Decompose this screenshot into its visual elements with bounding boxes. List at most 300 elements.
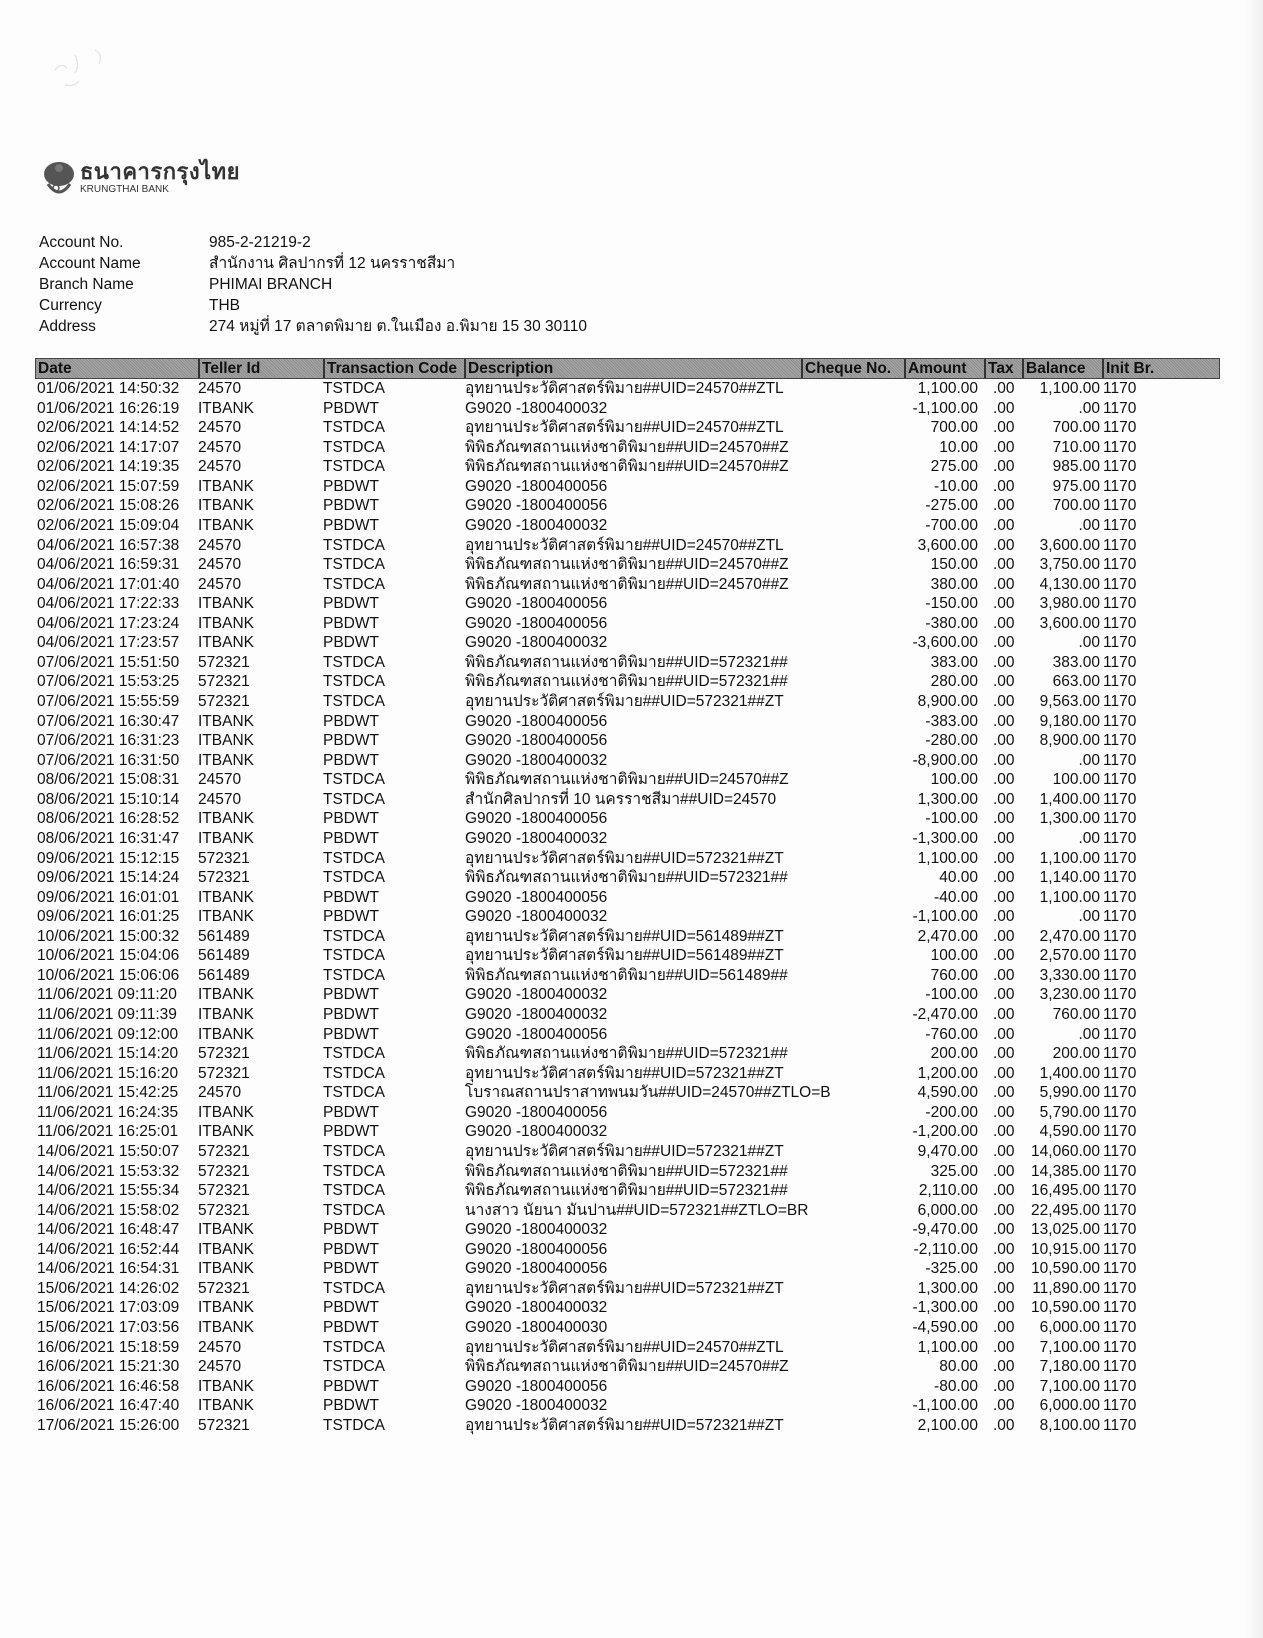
cell-date: 11/06/2021 15:16:20 [37,1064,179,1082]
cell-description: G9020 -1800400032 [465,516,608,534]
table-row [35,868,1220,888]
cell-teller-id: 561489 [198,947,250,965]
cell-tax: .00 [993,947,1015,965]
cell-tax: .00 [993,1260,1015,1278]
cell-balance: 760.00 [1052,1006,1100,1023]
cell-teller-id: ITBANK [198,712,254,730]
cell-balance: 700.00 [1052,419,1100,437]
cell-balance: 3,600.00 [1039,536,1100,554]
cell-transaction-code: TSTDCA [323,419,385,437]
cell-init-br: 1170 [1103,614,1137,632]
cell-description: G9020 -1800400032 [465,908,608,926]
cell-description: G9020 -1800400056 [465,497,608,515]
cell-amount: 700.00 [930,419,978,437]
table-row [35,829,1220,849]
cell-date: 08/06/2021 15:10:14 [37,790,180,808]
table-row [35,1279,1220,1299]
cell-tax: .00 [993,575,1015,593]
cell-transaction-code: TSTDCA [323,1279,385,1297]
cell-teller-id: 572321 [198,1045,250,1063]
cell-tax: .00 [993,1319,1015,1336]
cell-amount: -1,100.00 [912,908,978,926]
cell-amount: -100.00 [925,810,978,828]
cell-balance: 3,980.00 [1039,595,1100,613]
cell-teller-id: 24570 [198,1358,242,1376]
column-header-date: Date [38,360,72,377]
cell-teller-id: ITBANK [198,908,254,926]
cell-tax: .00 [993,458,1015,476]
cell-amount: -383.00 [925,712,978,730]
scan-edge-shade [1245,0,1263,1638]
cell-init-br: 1170 [1103,399,1137,417]
cell-date: 07/06/2021 15:51:50 [37,653,180,671]
cell-description: G9020 -1800400056 [465,1025,608,1043]
column-header-transaction-code: Transaction Code [323,359,464,378]
cell-init-br: 1170 [1103,790,1137,808]
cell-date: 02/06/2021 14:17:07 [37,438,180,456]
cell-tax: .00 [993,614,1015,632]
table-row [35,555,1220,575]
cell-description: G9020 -1800400032 [465,829,608,847]
cell-transaction-code: PBDWT [323,1006,379,1023]
cell-teller-id: 572321 [198,693,250,710]
cell-date: 14/06/2021 15:50:07 [37,1142,180,1160]
cell-transaction-code: PBDWT [323,1397,379,1415]
cell-transaction-code: PBDWT [323,1221,379,1239]
cell-transaction-code: TSTDCA [323,947,385,965]
cell-transaction-code: TSTDCA [323,1358,385,1376]
cell-init-br: 1170 [1103,1084,1137,1102]
table-row [35,496,1220,516]
cell-date: 11/06/2021 09:12:00 [37,1025,179,1043]
cell-teller-id: 24570 [198,771,242,789]
cell-amount: 9,470.00 [917,1142,978,1160]
cell-teller-id: 24570 [198,1084,242,1102]
cell-init-br: 1170 [1103,1162,1137,1180]
cell-amount: 1,300.00 [917,1279,978,1297]
cell-date: 01/06/2021 14:50:32 [37,380,180,397]
cell-description: G9020 -1800400032 [465,1123,608,1141]
cell-init-br: 1170 [1103,1377,1137,1395]
cell-teller-id: ITBANK [198,1377,254,1395]
cell-transaction-code: TSTDCA [323,458,385,476]
cell-teller-id: ITBANK [198,497,254,515]
cell-date: 04/06/2021 16:59:31 [37,556,180,574]
cell-init-br: 1170 [1103,653,1137,671]
table-row [35,946,1220,966]
cell-init-br: 1170 [1103,771,1137,789]
cell-teller-id: 572321 [198,849,250,867]
table-row [35,1259,1220,1279]
cell-balance: 5,990.00 [1039,1084,1100,1102]
cell-init-br: 1170 [1103,849,1137,867]
column-header-amount: Amount [904,359,984,378]
cell-init-br: 1170 [1103,438,1137,456]
table-row [35,653,1220,673]
cell-amount: -1,100.00 [912,1397,978,1415]
cell-tax: .00 [993,1182,1015,1200]
table-row [35,1103,1220,1123]
cell-tax: .00 [993,869,1015,887]
cell-balance: 2,570.00 [1039,947,1100,965]
cell-tax: .00 [993,732,1015,750]
address-label: Address [39,318,96,335]
cell-tax: .00 [993,1006,1015,1023]
table-row [35,379,1220,399]
table-row [35,712,1220,732]
cell-balance: 22,495.00 [1031,1201,1100,1219]
cell-date: 09/06/2021 16:01:25 [37,908,180,926]
cell-init-br: 1170 [1103,1299,1137,1317]
cell-amount: 8,900.00 [917,693,978,710]
cell-description: G9020 -1800400032 [465,1299,608,1317]
cell-init-br: 1170 [1103,908,1137,926]
cell-description: สำนักศิลปากรที่ 10 นครราชสีมา##UID=24570 [465,790,777,808]
cell-tax: .00 [993,908,1015,926]
cell-teller-id: 572321 [198,1182,250,1200]
cell-description: อุทยานประวัติศาสตร์พิมาย##UID=572321##ZT [465,1416,784,1434]
cell-amount: 100.00 [930,771,978,789]
bank-name-english: KRUNGTHAI BANK [80,184,169,195]
table-row [35,1318,1220,1338]
cell-balance: 13,025.00 [1031,1221,1100,1239]
cell-balance: 200.00 [1052,1045,1100,1063]
cell-transaction-code: TSTDCA [323,1045,385,1063]
cell-description: พิพิธภัณฑสถานแห่งชาติพิมาย##UID=24570##Z [465,771,789,789]
cell-init-br: 1170 [1103,1142,1137,1160]
cell-date: 15/06/2021 17:03:09 [37,1299,180,1317]
transactions-table [35,358,1220,1435]
column-header-description: Description [464,359,801,378]
cell-balance: 9,563.00 [1039,693,1100,710]
cell-date: 02/06/2021 15:09:04 [37,516,180,534]
cell-teller-id: ITBANK [198,1221,254,1239]
cell-init-br: 1170 [1103,1358,1137,1376]
cell-description: พิพิธภัณฑสถานแห่งชาติพิมาย##UID=24570##Z [465,438,789,456]
table-row [35,1162,1220,1182]
cell-teller-id: 24570 [198,1338,242,1356]
cell-teller-id: 572321 [198,1279,250,1297]
cell-date: 07/06/2021 16:31:23 [37,732,180,750]
cell-date: 11/06/2021 15:42:25 [37,1084,179,1102]
cell-amount: 275.00 [930,458,978,476]
table-row [35,633,1220,653]
cell-amount: -10.00 [934,477,978,495]
cell-description: G9020 -1800400056 [465,712,608,730]
cell-transaction-code: TSTDCA [323,1162,385,1180]
cell-teller-id: 572321 [198,673,250,691]
cell-init-br: 1170 [1103,1279,1137,1297]
cell-date: 08/06/2021 15:08:31 [37,771,180,789]
cell-init-br: 1170 [1103,927,1137,945]
cell-init-br: 1170 [1103,1006,1137,1023]
cell-init-br: 1170 [1103,1201,1137,1219]
table-row [35,1064,1220,1084]
cell-amount: 3,600.00 [917,536,978,554]
scan-noise-marks [45,40,135,100]
cell-amount: -1,300.00 [912,1299,978,1317]
cell-description: พิพิธภัณฑสถานแห่งชาติพิมาย##UID=572321## [465,1162,788,1180]
cell-transaction-code: TSTDCA [323,536,385,554]
table-row [35,1201,1220,1221]
cell-transaction-code: PBDWT [323,1123,379,1141]
cell-teller-id: 572321 [198,1064,250,1082]
cell-description: G9020 -1800400032 [465,634,608,652]
table-row [35,1377,1220,1397]
cell-description: พิพิธภัณฑสถานแห่งชาติพิมาย##UID=572321## [465,1045,788,1063]
cell-init-br: 1170 [1103,595,1137,613]
cell-description: G9020 -1800400056 [465,595,608,613]
cell-init-br: 1170 [1103,751,1137,769]
cell-balance: .00 [1078,1025,1100,1043]
cell-balance: 4,130.00 [1039,575,1100,593]
cell-tax: .00 [993,1377,1015,1395]
cell-transaction-code: TSTDCA [323,1084,385,1102]
cell-balance: 1,400.00 [1039,790,1100,808]
cell-tax: .00 [993,790,1015,808]
table-row [35,1298,1220,1318]
cell-init-br: 1170 [1103,556,1137,574]
cell-transaction-code: TSTDCA [323,1201,385,1219]
cell-balance: .00 [1078,829,1100,847]
cell-balance: 2,470.00 [1039,927,1100,945]
cell-tax: .00 [993,1084,1015,1102]
account-name-label: Account Name [39,255,141,272]
account-number-label: Account No. [39,234,124,251]
cell-amount: 4,590.00 [917,1084,978,1102]
table-row [35,1416,1220,1436]
cell-teller-id: 572321 [198,1162,250,1180]
cell-description: พิพิธภัณฑสถานแห่งชาติพิมาย##UID=572321## [465,653,788,671]
cell-transaction-code: TSTDCA [323,1064,385,1082]
cell-init-br: 1170 [1103,497,1137,515]
cell-tax: .00 [993,477,1015,495]
cell-amount: 2,110.00 [918,1182,978,1200]
cell-date: 02/06/2021 15:08:26 [37,497,180,515]
cell-tax: .00 [993,1162,1015,1180]
cell-date: 11/06/2021 09:11:39 [37,1006,177,1023]
cell-tax: .00 [993,438,1015,456]
cell-init-br: 1170 [1103,634,1137,652]
cell-date: 16/06/2021 15:18:59 [37,1338,180,1356]
account-number-value: 985-2-21219-2 [209,234,311,251]
cell-amount: -80.00 [934,1377,978,1395]
cell-tax: .00 [993,751,1015,769]
cell-description: G9020 -1800400056 [465,1240,608,1258]
cell-balance: 10,590.00 [1031,1260,1100,1278]
table-body [35,379,1220,1435]
table-row [35,1357,1220,1377]
cell-date: 14/06/2021 15:55:34 [37,1182,180,1200]
table-row [35,418,1220,438]
cell-init-br: 1170 [1103,732,1137,750]
cell-balance: 8,100.00 [1039,1416,1100,1434]
cell-transaction-code: PBDWT [323,1377,379,1395]
cell-description: G9020 -1800400056 [465,1260,608,1278]
table-row [35,692,1220,712]
cell-description: อุทยานประวัติศาสตร์พิมาย##UID=24570##ZTL [465,419,784,437]
cell-balance: .00 [1078,516,1100,534]
cell-description: อุทยานประวัติศาสตร์พิมาย##UID=572321##ZT [465,1279,784,1297]
cell-date: 14/06/2021 15:58:02 [37,1201,180,1219]
cell-description: อุทยานประวัติศาสตร์พิมาย##UID=572321##ZT [465,849,784,867]
cell-date: 09/06/2021 15:12:15 [37,849,180,867]
cell-teller-id: 24570 [198,380,242,397]
table-row [35,516,1220,536]
cell-amount: -380.00 [925,614,978,632]
cell-transaction-code: PBDWT [323,751,379,769]
cell-description: พิพิธภัณฑสถานแห่งชาติพิมาย##UID=572321## [465,869,788,887]
cell-transaction-code: PBDWT [323,1319,379,1336]
cell-transaction-code: TSTDCA [323,790,385,808]
table-row [35,1083,1220,1103]
cell-description: G9020 -1800400032 [465,751,608,769]
cell-tax: .00 [993,888,1015,906]
table-row [35,907,1220,927]
cell-date: 08/06/2021 16:31:47 [37,829,180,847]
cell-description: อุทยานประวัติศาสตร์พิมาย##UID=561489##ZT [465,947,784,965]
cell-transaction-code: PBDWT [323,908,379,926]
cell-tax: .00 [993,1358,1015,1376]
cell-date: 11/06/2021 15:14:20 [37,1045,179,1063]
cell-teller-id: ITBANK [198,516,254,534]
cell-amount: 100.00 [930,947,978,965]
column-header-teller-id: Teller Id [198,359,323,378]
cell-teller-id: ITBANK [198,986,254,1004]
cell-transaction-code: TSTDCA [323,771,385,789]
cell-tax: .00 [993,673,1015,691]
cell-teller-id: 24570 [198,438,242,456]
cell-amount: 80.00 [939,1358,978,1376]
cell-amount: 380.00 [930,575,978,593]
cell-init-br: 1170 [1103,1260,1137,1278]
cell-transaction-code: PBDWT [323,732,379,750]
cell-amount: -280.00 [925,732,978,750]
table-row [35,1181,1220,1201]
column-header-balance: Balance [1022,359,1102,378]
table-row [35,575,1220,595]
cell-init-br: 1170 [1103,1338,1137,1356]
account-name-value: สำนักงาน ศิลปากรที่ 12 นครราชสีมา [209,255,456,272]
table-row [35,1122,1220,1142]
cell-tax: .00 [993,1397,1015,1415]
cell-init-br: 1170 [1103,673,1137,691]
cell-amount: 760.00 [930,966,978,984]
currency-row [39,295,587,316]
cell-balance: 6,000.00 [1039,1319,1100,1336]
cell-teller-id: ITBANK [198,751,254,769]
cell-date: 01/06/2021 16:26:19 [37,399,180,417]
cell-tax: .00 [993,399,1015,417]
cell-tax: .00 [993,1045,1015,1063]
cell-transaction-code: PBDWT [323,595,379,613]
cell-amount: -1,300.00 [912,829,978,847]
cell-balance: 1,300.00 [1039,810,1100,828]
cell-description: G9020 -1800400056 [465,614,608,632]
cell-date: 11/06/2021 09:11:20 [37,986,177,1004]
cell-amount: 150.00 [930,556,978,574]
cell-balance: 14,060.00 [1031,1142,1100,1160]
cell-tax: .00 [993,419,1015,437]
cell-tax: .00 [993,1279,1015,1297]
cell-description: อุทยานประวัติศาสตร์พิมาย##UID=24570##ZTL [465,380,784,397]
cell-date: 11/06/2021 16:24:35 [37,1103,179,1121]
cell-description: G9020 -1800400032 [465,1221,608,1239]
cell-balance: 710.00 [1052,438,1100,456]
cell-date: 15/06/2021 14:26:02 [37,1279,180,1297]
cell-init-br: 1170 [1103,810,1137,828]
cell-teller-id: ITBANK [198,829,254,847]
cell-balance: 14,385.00 [1031,1162,1100,1180]
cell-transaction-code: TSTDCA [323,869,385,887]
cell-description: G9020 -1800400032 [465,986,608,1004]
cell-balance: 663.00 [1052,673,1100,691]
table-row [35,536,1220,556]
cell-date: 09/06/2021 16:01:01 [37,888,180,906]
cell-amount: 1,200.00 [917,1064,978,1082]
branch-name-label: Branch Name [39,276,134,293]
cell-init-br: 1170 [1103,1221,1137,1239]
cell-teller-id: 24570 [198,556,242,574]
cell-description: G9020 -1800400056 [465,1377,608,1395]
cell-amount: -760.00 [925,1025,978,1043]
cell-tax: .00 [993,556,1015,574]
cell-init-br: 1170 [1103,693,1137,710]
cell-tax: .00 [993,829,1015,847]
cell-teller-id: ITBANK [198,1240,254,1258]
cell-tax: .00 [993,1299,1015,1317]
bank-name-thai: ธนาคารกรุงไทย [80,159,241,184]
cell-amount: -9,470.00 [912,1221,978,1239]
cell-balance: 1,100.00 [1039,380,1100,397]
cell-balance: 1,100.00 [1039,849,1100,867]
cell-balance: 6,000.00 [1039,1397,1100,1415]
cell-teller-id: 572321 [198,1201,250,1219]
cell-teller-id: 561489 [198,966,250,984]
cell-date: 10/06/2021 15:04:06 [37,947,180,965]
bank-logo [42,158,240,198]
cell-tax: .00 [993,966,1015,984]
cell-balance: 1,140.00 [1039,869,1100,887]
cell-balance: .00 [1078,908,1100,926]
cell-transaction-code: PBDWT [323,712,379,730]
cell-date: 11/06/2021 16:25:01 [37,1123,179,1141]
cell-init-br: 1170 [1103,536,1137,554]
cell-description: พิพิธภัณฑสถานแห่งชาติพิมาย##UID=572321## [465,673,788,691]
cell-teller-id: 24570 [198,536,242,554]
cell-transaction-code: PBDWT [323,1025,379,1043]
cell-date: 04/06/2021 17:01:40 [37,575,180,593]
cell-date: 02/06/2021 15:07:59 [37,477,180,495]
cell-tax: .00 [993,1103,1015,1121]
cell-transaction-code: TSTDCA [323,1338,385,1356]
cell-amount: 2,470.00 [917,927,978,945]
currency-label: Currency [39,297,102,314]
cell-amount: -40.00 [934,888,978,906]
cell-init-br: 1170 [1103,1045,1137,1063]
cell-transaction-code: PBDWT [323,1240,379,1258]
cell-transaction-code: PBDWT [323,1103,379,1121]
cell-tax: .00 [993,1123,1015,1141]
cell-tax: .00 [993,536,1015,554]
table-row [35,1338,1220,1358]
cell-tax: .00 [993,516,1015,534]
cell-teller-id: 24570 [198,458,242,476]
table-row [35,438,1220,458]
cell-init-br: 1170 [1103,712,1137,730]
cell-amount: -200.00 [925,1103,978,1121]
cell-transaction-code: TSTDCA [323,927,385,945]
